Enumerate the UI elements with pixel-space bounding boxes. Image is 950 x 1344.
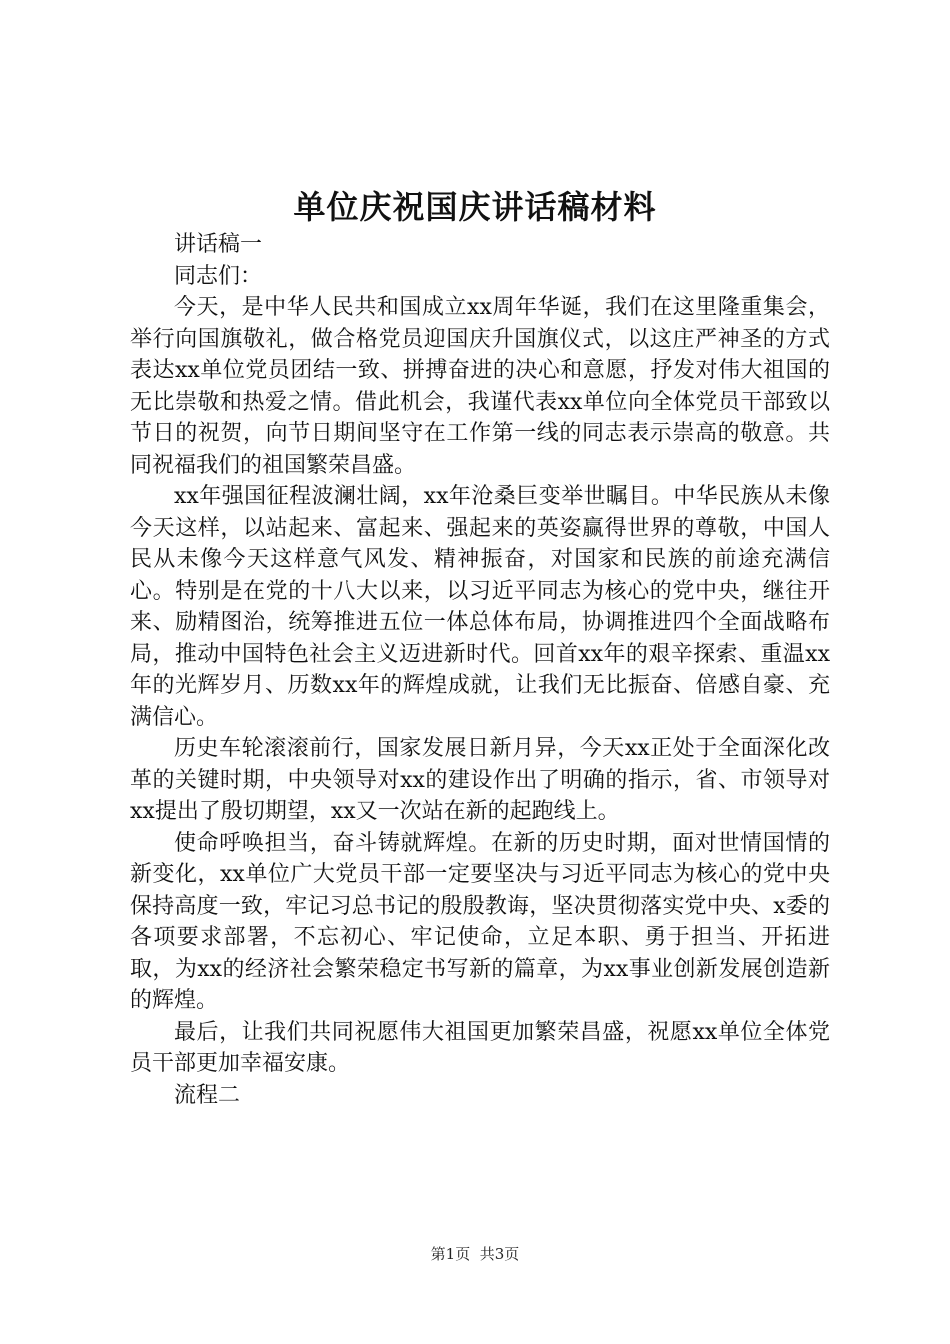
body-paragraph: 今天，是中华人民共和国成立xx周年华诞，我们在这里隆重集会，举行向国旗敬礼，做合格党员迎国庆升国旗仪式，以这庄严神圣的方式表达xx单位党员团结一致、拼搏奋进的决心和意愿，抒发对伟大祖国的无比崇敬和热爱之情。借此机会，我谨代表xx单位向全体党员干部致以节日的祝贺，向节日期间坚守在工作第一线的同志表示崇高的敬意。共同祝福我们的祖国繁荣昌盛。 xyxy=(130,295,830,478)
closing-paragraph: 最后，让我们共同祝愿伟大祖国更加繁荣昌盛，祝愿xx单位全体党员干部更加幸福安康。 xyxy=(130,1019,830,1076)
section-heading-speech-one: 讲话稿一 xyxy=(174,232,263,257)
body-paragraph: 使命呼唤担当，奋斗铸就辉煌。在新的历史时期，面对世情国情的新变化，xx单位广大党员干部一定要坚决与习近平同志为核心的党中央保持高度一致，牢记习总书记的殷殷教诲，坚决贯彻落实党中央、x委的各项要求部署，不忘初心、牢记使命，立足本职、勇于担当、开拓进取，为xx的经济社会繁荣稳定书写新的篇章，为xx事业创新发展创造新的辉煌。 xyxy=(130,830,830,1013)
document-title: 单位庆祝国庆讲话稿材料 xyxy=(293,188,657,226)
page-total: 共3页 xyxy=(479,1245,520,1263)
document-body xyxy=(130,229,830,1111)
salutation: 同志们： xyxy=(174,263,263,289)
page-footer xyxy=(0,1244,950,1264)
footer-spacer xyxy=(470,1245,480,1263)
page-number: 第1页 xyxy=(430,1245,471,1263)
body-paragraph: xx年强国征程波澜壮阔，xx年沧桑巨变举世瞩目。中华民族从未像今天这样，以站起来、富起来、强起来的英姿赢得世界的尊敬，中国人民从未像今天这样意气风发、精神振奋，对国家和民族的前途充满信心。特别是在党的十八大以来，以习近平同志为核心的党中央，继往开来、励精图治，统筹推进五位一体总体布局，协调推进四个全面战略布局，推动中国特色社会主义迈进新时代。回首xx年的艰辛探索、重温xx年的光辉岁月、历数xx年的辉煌成就，让我们无比振奋、倍感自豪、充满信心。 xyxy=(130,484,830,730)
section-heading-process-two: 流程二 xyxy=(174,1082,241,1108)
body-paragraph: 历史车轮滚滚前行，国家发展日新月异，今天xx正处于全面深化改革的关键时期，中央领导对xx的建设作出了明确的指示，省、市领导对xx提出了殷切期望，xx又一次站在新的起跑线上。 xyxy=(130,736,830,824)
